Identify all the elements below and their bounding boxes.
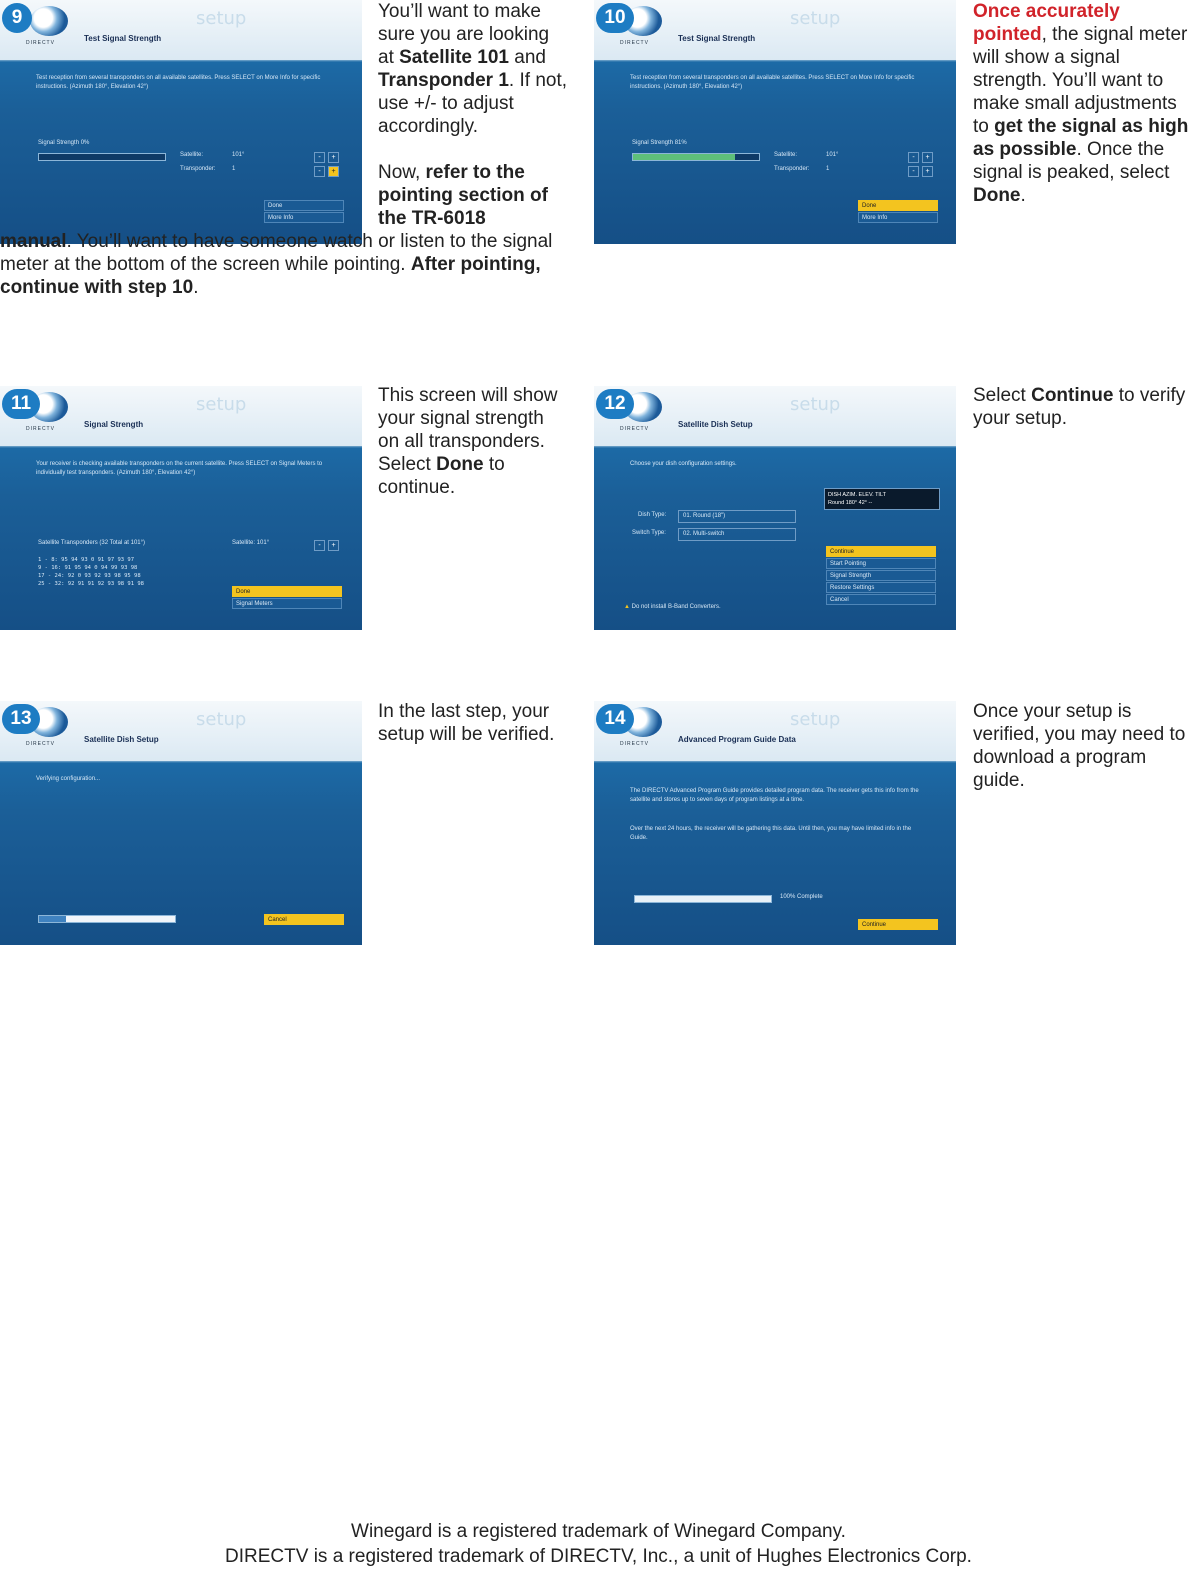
step9-text: You’ll want to make sure you are looking at Satellite 101 and Transponder 1. If not, use +/- to adjust accordingly. Now, refer to the pointing section of the TR-6018 [378, 1, 568, 229]
transponder-label: Transponder: [180, 166, 216, 172]
step12-text: Select Continue to verify your setup. [973, 385, 1186, 429]
transponder-plus-button[interactable]: + [328, 166, 339, 177]
menu-item-done[interactable]: Done [858, 200, 938, 211]
brand-label: DIRECTV [620, 426, 649, 432]
screen-body: Test reception from several transponders on all available satellites. Press SELECT on More Info for specific instructions. (Azimuth 180°, Elevation 42°) [36, 75, 321, 90]
warning-text: Do not install B-Band Converters. [631, 604, 721, 610]
step14-text: Once your setup is verified, you may need to download a program guide. [973, 701, 1186, 791]
brand-label: DIRECTV [620, 741, 649, 747]
transponder-value: 1 [826, 166, 830, 172]
progress-label: 100% Complete [780, 894, 823, 900]
menu-item-signal-strength[interactable]: Signal Strength [826, 570, 936, 581]
step11-screenshot [0, 386, 362, 630]
satellite-label: Satellite: [180, 152, 204, 158]
step-number-badge: 9 [2, 3, 32, 33]
satellite-value: 101° [232, 152, 245, 158]
screen-menu [858, 919, 938, 931]
screen-menu [826, 546, 936, 606]
dish-type-select[interactable]: 01. Round (18") [678, 510, 796, 523]
warning-icon: ▲ [624, 604, 630, 610]
grid-row: 9 - 16: 91 95 94 0 94 99 93 98 [38, 565, 138, 571]
dish-info-row: Round 180° 42° -- [828, 500, 873, 506]
step10-text: Once accurately pointed, the signal meter will show a signal strength. You’ll want to make small adjustments to get the signal as high as possible. Once the signal is peaked, select Done. [973, 1, 1189, 206]
screen-body: Verifying configuration... [36, 776, 101, 782]
grid-row: 1 - 8: 95 94 93 0 91 97 93 97 [38, 557, 135, 563]
transponder-plus-button[interactable]: + [922, 166, 933, 177]
signal-strength-label: Signal Strength 81% [632, 140, 687, 146]
footer-winegard-trademark: Winegard is a registered trademark of Winegard Company. [351, 1521, 846, 1542]
screen-body: The DIRECTV Advanced Program Guide provides detailed program data. The receiver gets this info from the satellite and stores up to seven days of program listings at a time. [630, 788, 919, 803]
signal-strength-label: Signal Strength 0% [38, 140, 90, 146]
step-number-badge: 12 [596, 389, 634, 419]
menu-item-more-info[interactable]: More Info [264, 212, 344, 223]
screen-title: Satellite Dish Setup [678, 420, 753, 429]
footer-directv-trademark: DIRECTV is a registered trademark of DIRECTV, Inc., a unit of Hughes Electronics Corp. [225, 1546, 972, 1567]
brand-label: DIRECTV [26, 741, 55, 747]
setup-watermark: setup [790, 709, 841, 730]
transponder-grid-title: Satellite Transponders (32 Total at 101°) [38, 540, 146, 546]
menu-item-continue[interactable]: Continue [858, 919, 938, 930]
screen-body: Test reception from several transponders on all available satellites. Press SELECT on More Info for specific instructions. (Azimuth 180°, Elevation 42°) [630, 75, 915, 90]
setup-watermark: setup [790, 8, 841, 29]
setup-watermark: setup [196, 394, 247, 415]
dish-info-header: DISH AZIM. ELEV. TILT [828, 492, 886, 498]
screen-menu [232, 586, 342, 610]
guide-progress-bar [634, 895, 772, 903]
satellite-value: Satellite: 101° [232, 540, 270, 546]
screen-body: Choose your dish configuration settings. [630, 461, 737, 467]
screen-title: Test Signal Strength [84, 34, 162, 43]
step10-screenshot [594, 0, 956, 244]
setup-watermark: setup [790, 394, 841, 415]
satellite-plus-button[interactable]: + [328, 152, 339, 163]
setup-watermark: setup [196, 709, 247, 730]
satellite-plus-button[interactable]: + [922, 152, 933, 163]
menu-item-cancel[interactable]: Cancel [826, 594, 936, 605]
step13-text: In the last step, your setup will be verified. [378, 701, 555, 745]
setup-watermark: setup [196, 8, 247, 29]
signal-meter [38, 153, 166, 161]
screen-title: Satellite Dish Setup [84, 735, 159, 744]
transponder-minus-button[interactable]: - [314, 166, 325, 177]
verify-progress-bar [38, 915, 176, 923]
satellite-minus-button[interactable]: - [314, 152, 325, 163]
satellite-label: Satellite: [774, 152, 798, 158]
step-number-badge: 13 [2, 704, 40, 734]
menu-item-start-pointing[interactable]: Start Pointing [826, 558, 936, 569]
transponder-label: Transponder: [774, 166, 810, 172]
menu-item-done[interactable]: Done [264, 200, 344, 211]
menu-item-continue[interactable]: Continue [826, 546, 936, 557]
satellite-minus-button[interactable]: - [908, 152, 919, 163]
step-number-badge: 10 [596, 3, 634, 33]
screen-body-2: Over the next 24 hours, the receiver will be gathering this data. Until then, you may have limited info in the Guide. [630, 826, 912, 841]
screen-menu [858, 200, 938, 224]
warning-row [624, 602, 721, 613]
brand-label: DIRECTV [26, 40, 55, 46]
screen-title: Advanced Program Guide Data [678, 735, 796, 744]
menu-item-more-info[interactable]: More Info [858, 212, 938, 223]
brand-label: DIRECTV [26, 426, 55, 432]
menu-item-signal-meters[interactable]: Signal Meters [232, 598, 342, 609]
screen-title: Signal Strength [84, 420, 144, 429]
step14-screenshot [594, 701, 956, 945]
dish-type-label: Dish Type: [638, 512, 667, 518]
step9-text-cont: manual. You’ll want to have someone watch or listen to the signal meter at the bottom of the screen while pointing. After pointing, continue with step 10. [0, 231, 553, 298]
screen-body: Your receiver is checking available transponders on the current satellite. Press SELECT on Signal Meters to individually test transponders. (Azimuth 180°, Elevation 42°) [36, 461, 323, 476]
satellite-value: 101° [826, 152, 839, 158]
step12-screenshot [594, 386, 956, 630]
transponder-grid [38, 556, 144, 588]
dish-info-box [824, 488, 940, 510]
screen-menu [264, 914, 344, 926]
satellite-plus-button[interactable]: + [328, 540, 339, 551]
menu-item-done[interactable]: Done [232, 586, 342, 597]
screen-menu [264, 200, 344, 224]
step9-screenshot [0, 0, 362, 244]
switch-type-select[interactable]: 02. Multi-switch [678, 528, 796, 541]
grid-row: 25 - 32: 92 91 91 92 93 98 91 98 [38, 581, 144, 587]
switch-type-label: Switch Type: [632, 530, 666, 536]
step-number-badge: 11 [2, 389, 40, 419]
satellite-minus-button[interactable]: - [314, 540, 325, 551]
step13-screenshot [0, 701, 362, 945]
grid-row: 17 - 24: 92 0 93 92 93 98 95 98 [38, 573, 141, 579]
transponder-value: 1 [232, 166, 236, 172]
signal-meter [632, 153, 760, 161]
step-number-badge: 14 [596, 704, 634, 734]
step11-text: This screen will show your signal strength on all transponders. Select Done to continue. [378, 385, 558, 498]
menu-item-restore-settings[interactable]: Restore Settings [826, 582, 936, 593]
transponder-minus-button[interactable]: - [908, 166, 919, 177]
directv-logo-icon [30, 6, 68, 36]
menu-item-cancel[interactable]: Cancel [264, 914, 344, 925]
brand-label: DIRECTV [620, 40, 649, 46]
screen-title: Test Signal Strength [678, 34, 756, 43]
